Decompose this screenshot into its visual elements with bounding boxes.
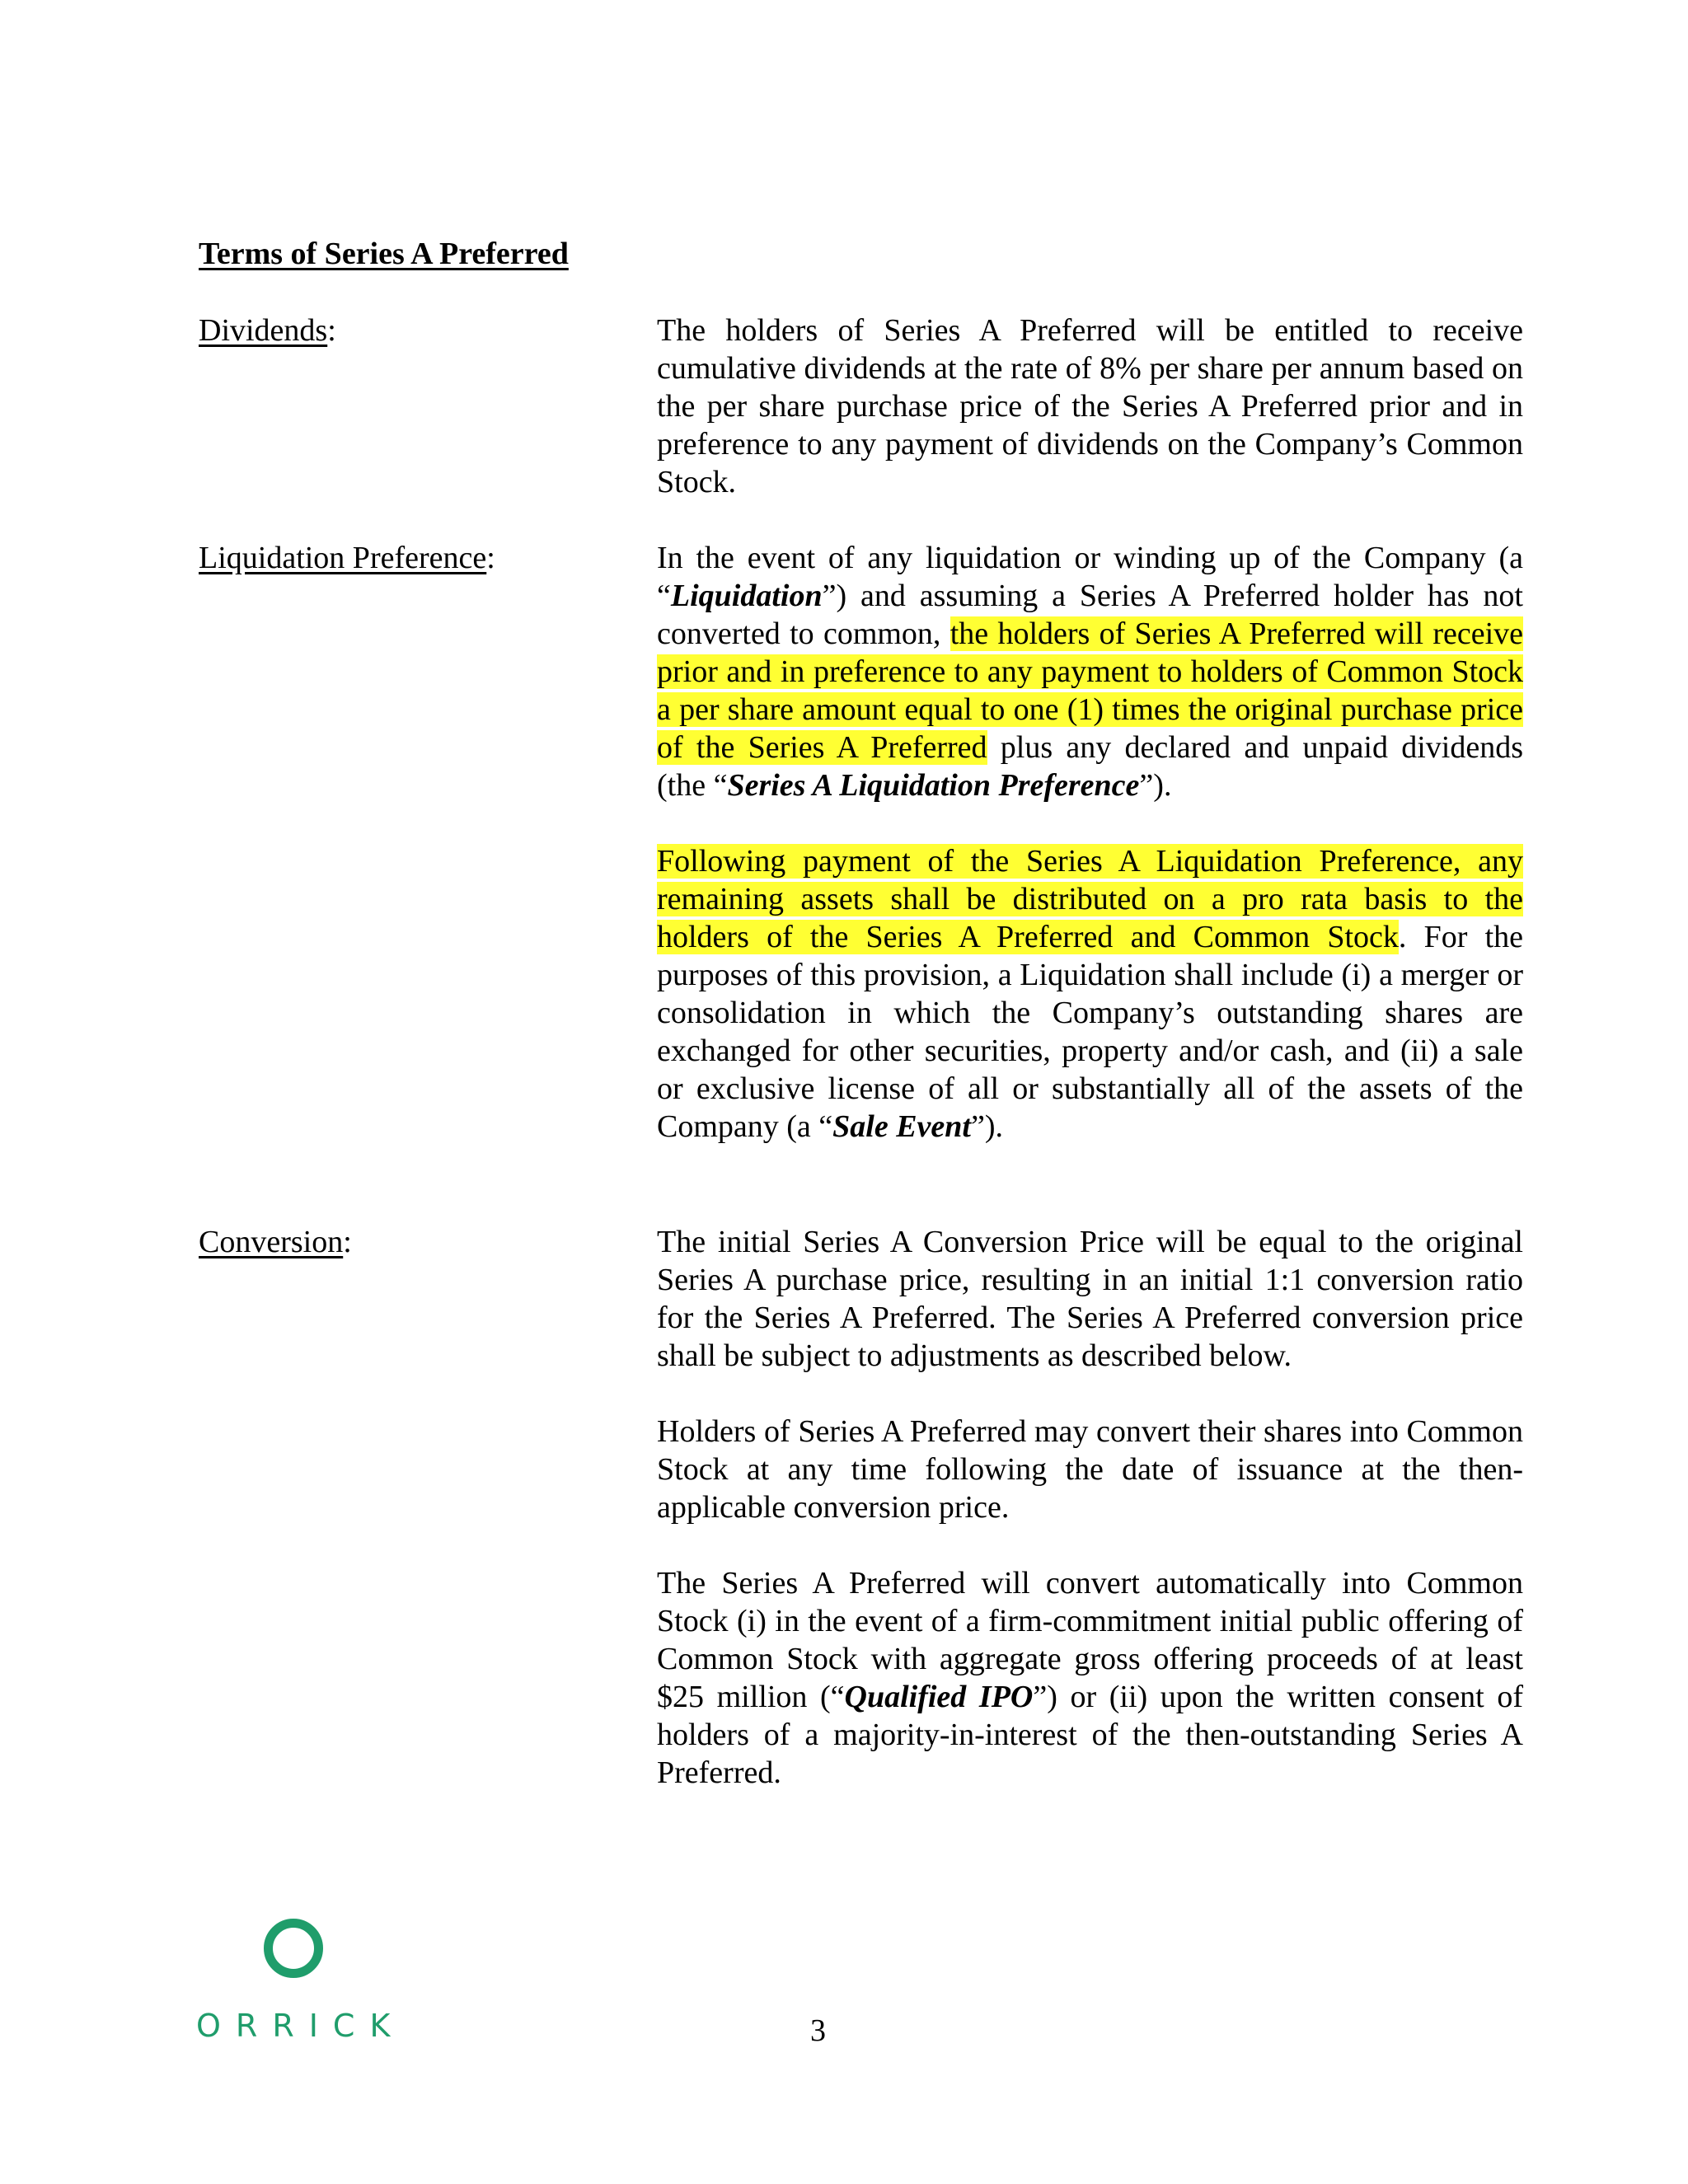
- dividends-label: Dividends:: [199, 313, 336, 348]
- defined-term-liquidation: Liquidation: [670, 579, 823, 613]
- conversion-label: Conversion:: [199, 1225, 352, 1259]
- defined-term-series-a-liquidation-preference: Series A Liquidation Preference: [727, 768, 1140, 803]
- orrick-logo: [196, 1919, 406, 2050]
- liquidation-paragraph-2: Following payment of the Series A Liquidation Preference, any remaining assets shall be distributed on a pro rata basis to the holders of the Series A Preferred and Common Stock. For the purposes of this provision, a Liquidation shall include (i) a merger or consolidation in which the Company’s outstanding shares are exchanged for other securities, property and/or cash, and (ii) a sale or exclusive license of all or substantially all of the assets of the Company (a “Sale Event”).: [657, 844, 1523, 1144]
- conversion-paragraph-3: The Series A Preferred will convert automatically into Common Stock (i) in the event of a firm-commitment initial public offering of Common Stock with aggregate gross offering proceeds of at least $25 million (“Qualified IPO”) or (ii) upon the written consent of holders of a majority-in-interest of the then-outstanding Series A Preferred.: [657, 1566, 1524, 1790]
- highlighted-text: Following payment of the Series A Liquidation Preference, any remaining assets shall be distributed on a pro rata basis to the holders of the Series A Preferred and Common Stock: [657, 844, 1523, 954]
- dividends-paragraph: The holders of Series A Preferred will be entitled to receive cumulative dividends at the rate of 8% per share per annum based on the per share purchase price of the Series A Preferred prior and in preference to any payment of dividends on the Company’s Common Stock.: [657, 313, 1523, 499]
- liquidation-content: [657, 539, 1523, 1146]
- conversion-paragraph-1: The initial Series A Conversion Price will be equal to the original Series A purchase price, resulting in an initial 1:1 conversion ratio for the Series A Preferred. The Series A Preferred conversion price shall be subject to adjustments as described below.: [657, 1225, 1523, 1373]
- page-number: 3: [810, 2013, 826, 2048]
- dividends-content: [657, 312, 1523, 501]
- liquidation-label: Liquidation Preference:: [199, 541, 495, 575]
- conversion-content: [657, 1223, 1523, 1792]
- logo-ring-icon: [264, 1919, 323, 1978]
- liquidation-paragraph-1: In the event of any liquidation or winding up of the Company (a “Liquidation”) and assuming a Series A Preferred holder has not converted to common, the holders of Series A Preferred will receive prior and in preference to any payment to holders of Common Stock a per share amount equal to one (1) times the original purchase price of the Series A Preferred plus any declared and unpaid dividends (the “Series A Liquidation Preference”).: [657, 541, 1523, 803]
- conversion-paragraph-2: Holders of Series A Preferred may convert their shares into Common Stock at any time following the date of issuance at the then-applicable conversion price.: [657, 1414, 1523, 1525]
- highlighted-text: the holders of Series A Preferred will receive prior and in preference to any payment to holders of Common Stock a per share amount equal to one (1) times the original purchase price of the Series A Preferred: [657, 616, 1523, 765]
- logo-text: ORRICK: [196, 2008, 406, 2044]
- page-title: Terms of Series A Preferred: [199, 237, 569, 271]
- defined-term-sale-event: Sale Event: [832, 1109, 971, 1144]
- defined-term-qualified-ipo: Qualified IPO: [844, 1680, 1034, 1714]
